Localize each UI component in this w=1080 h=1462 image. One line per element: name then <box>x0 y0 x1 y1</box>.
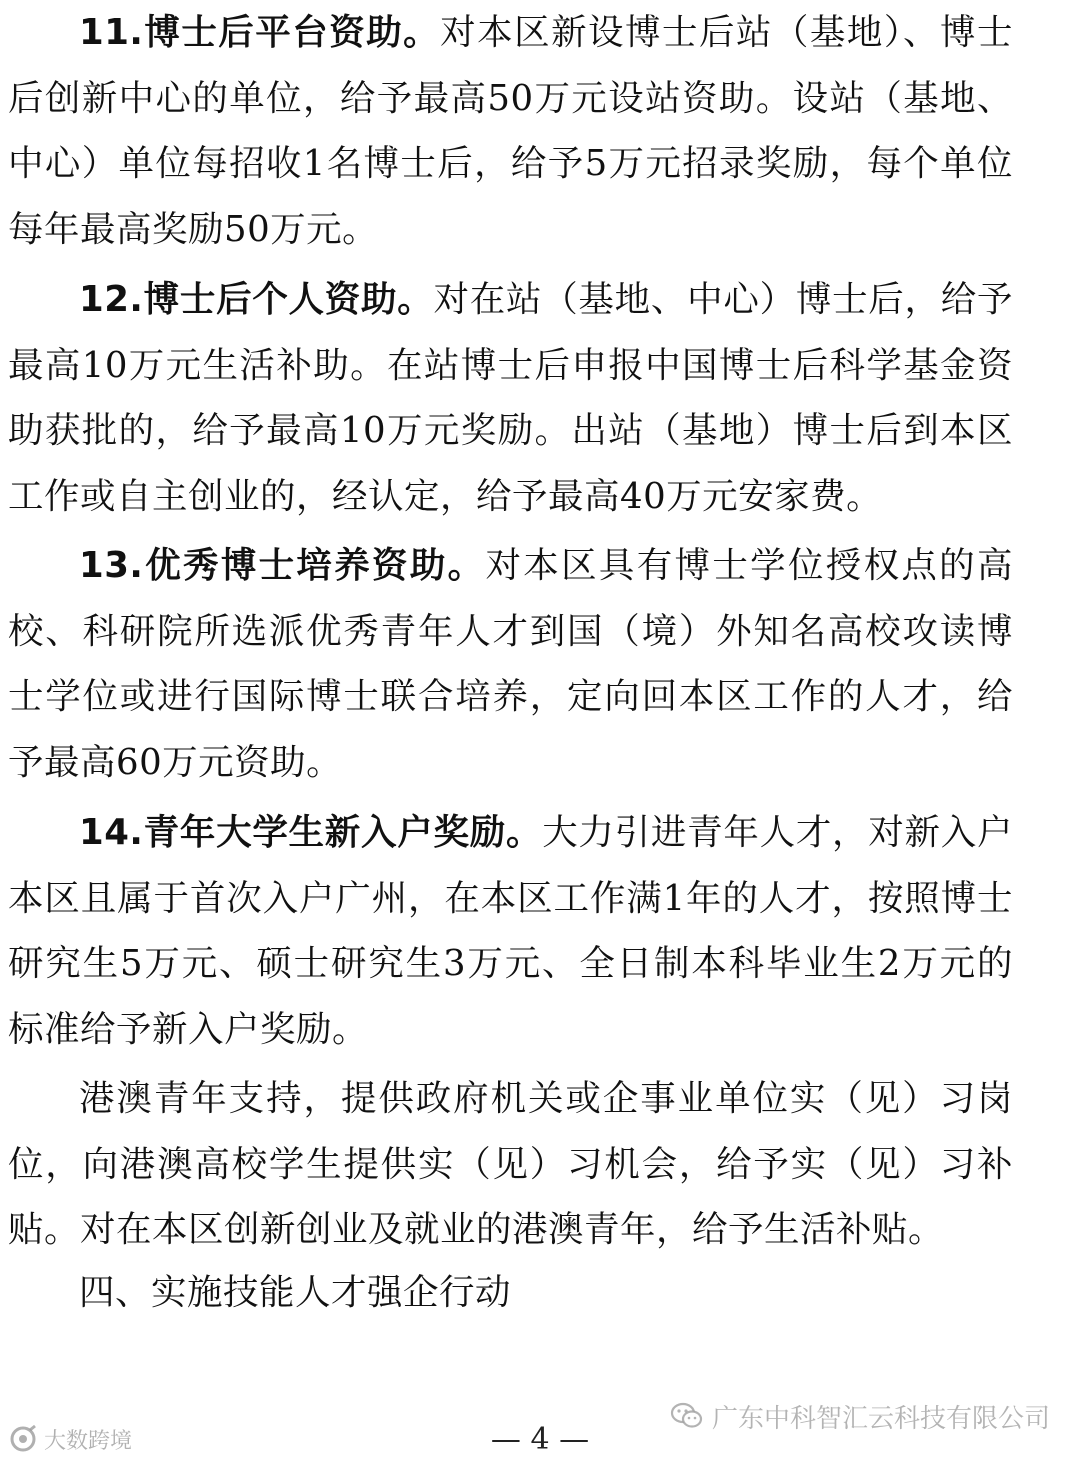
paragraph-heading: 13.优秀博士培养资助。 <box>79 545 486 586</box>
paragraph-heading: 11.博士后平台资助。 <box>79 12 441 53</box>
paragraph-body: 大力引进青年人才，对新入户本区且属于首次入户广州，在本区工作满1年的人才，按照博士研究生5万元、硕士研究生3万元、全日制本科毕业生2万元的标准给予新入户奖励。 <box>8 812 1013 1050</box>
watermark-left-text: 大数跨境 <box>44 1428 133 1454</box>
watermark-right-text: 广东中科智汇云科技有限公司 <box>711 1403 1050 1434</box>
page-number: — 4 — <box>490 1422 590 1457</box>
paragraph-heading: 14.青年大学生新入户奖励。 <box>79 812 543 853</box>
paragraph-body: 港澳青年支持，提供政府机关或企事业单位实（见）习岗位，向港澳高校学生提供实（见）习机会，给予实（见）习补贴。对在本区创新创业及就业的港澳青年，给予生活补贴。 <box>8 1078 1013 1250</box>
paragraph-hk-macao-youth-support <box>8 1066 1013 1263</box>
paragraph-body: 对在站（基地、中心）博士后，给予最高10万元生活补助。在站博士后申报中国博士后科学基金资助获批的，给予最高10万元奖励。出站（基地）博士后到本区工作或自主创业的，经认定，给予最高40万元安家费。 <box>8 279 1013 517</box>
paragraph-postdoc-personal-funding <box>8 267 1013 529</box>
paragraph-heading: 12.博士后个人资助。 <box>79 279 434 320</box>
paragraph-body: 对本区具有博士学位授权点的高校、科研院所选派优秀青年人才到国（境）外知名高校攻读博士学位或进行国际博士联合培养，定向回本区工作的人才，给予最高60万元资助。 <box>8 545 1013 783</box>
paragraph-graduate-household-reward <box>8 800 1013 1062</box>
section-heading: 四、实施技能人才强企行动 <box>79 1272 512 1313</box>
paragraph-body: 对本区新设博士后站（基地）、博士后创新中心的单位，给予最高50万元设站资助。设站（基地、中心）单位每招收1名博士后，给予5万元招录奖励，每个单位每年最高奖励50万元。 <box>8 12 1013 250</box>
paragraph-postdoc-platform-funding <box>8 0 1013 262</box>
paragraph-phd-training-funding <box>8 533 1013 795</box>
